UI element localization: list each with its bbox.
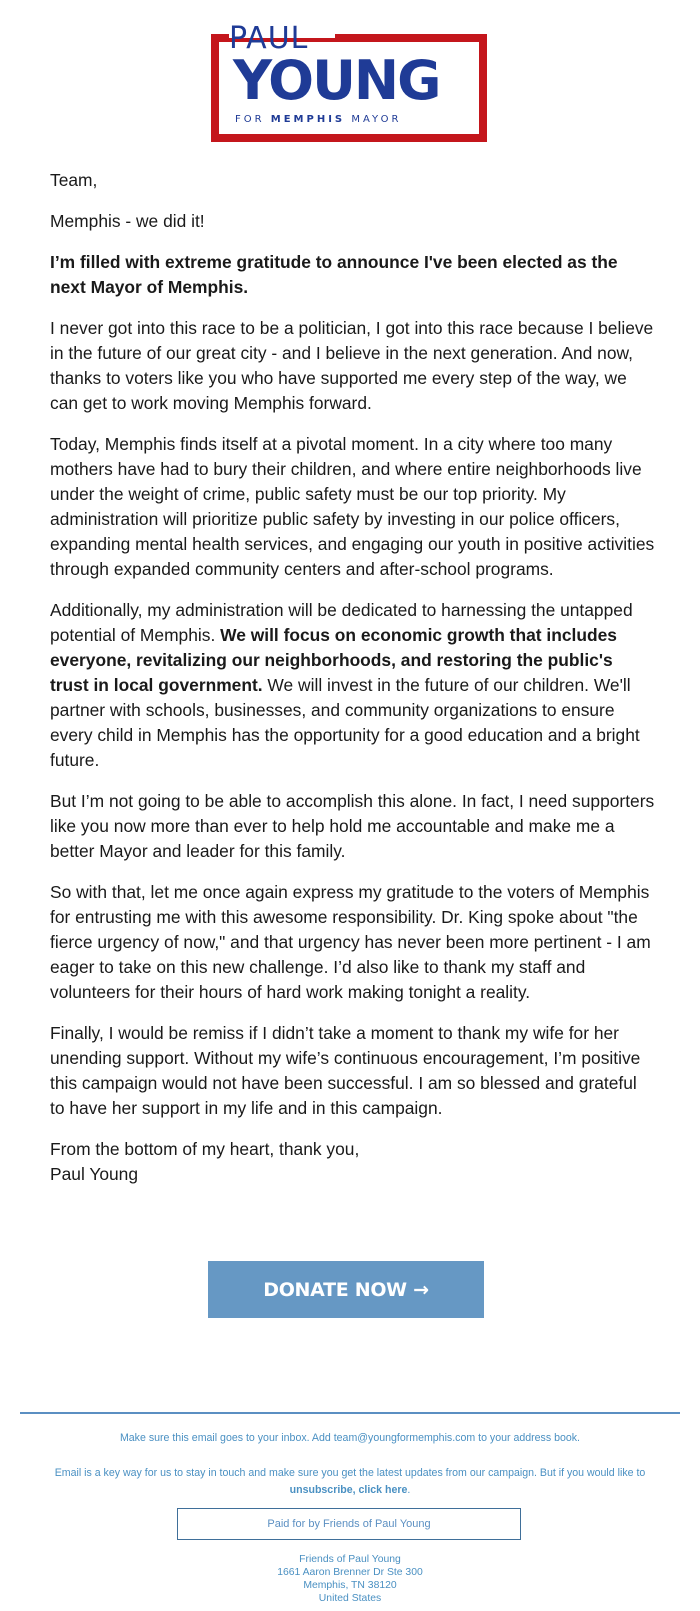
sign-off xyxy=(50,1137,655,1187)
paragraph-7: So with that, let me once again express my gratitude to the voters of Memphis for entrusting me with this awesome responsibility. Dr. King spoke about "the fierce urgency of now," and that urgency has never been more pertinent - I am eager to take on this new challenge. I’d also like to thank my staff and volunteers for their hours of hard work making tonight a reality. xyxy=(50,882,651,1002)
paragraph-8: Finally, I would be remiss if I didn’t take a moment to thank my wife for her unending support. Without my wife’s continuous encouragement, I’m positive this campaign would not have been successful. I am so blessed and grateful to have her support in my life and in this campaign. xyxy=(50,1023,641,1118)
closing-line: From the bottom of my heart, thank you, xyxy=(50,1139,360,1159)
logo-tagline-suffix: MAYOR xyxy=(351,114,402,125)
address-country: United States xyxy=(318,1593,382,1604)
address-street: 1661 Aaron Brenner Dr Ste 300 xyxy=(277,1567,423,1578)
paragraph-5-end: We will invest in the future of our children. We'll partner with schools, businesses, and community organizations to ensure every child in Memphis has the opportunity for a good education and a bright future. xyxy=(50,675,640,770)
paragraph-5-start: Additionally, my administration will be dedicated to harnessing the untapped potential of Memphis. xyxy=(50,600,633,645)
paragraph-2: I’m filled with extreme gratitude to announce I've been elected as the next Mayor of Memphis. xyxy=(50,252,618,297)
paragraph-1: Memphis - we did it! xyxy=(50,211,205,231)
donate-now-button[interactable]: DONATE NOW → xyxy=(208,1261,484,1318)
logo-last-name: YOUNG xyxy=(233,49,440,112)
email-note: Email is a key way for us to stay in touch and make sure you get the latest updates from our campaign. But if you would like to xyxy=(54,1467,646,1479)
paragraph-6: But I’m not going to be able to accomplish this alone. In fact, I need supporters like you now more than ever to help hold me accountable and make me a better Mayor and leader for this family. xyxy=(50,791,655,861)
address-city: Memphis, TN 38120 xyxy=(303,1580,397,1591)
inbox-note: Make sure this email goes to your inbox. Add team@youngformemphis.com to your address book. xyxy=(119,1432,581,1444)
greeting: Team, xyxy=(50,170,98,190)
logo-tagline-prefix: FOR xyxy=(235,114,265,125)
paragraph-5-bold: We will focus on economic growth that includes everyone, revitalizing our neighborhoods, and restoring the public's trust in local government. xyxy=(50,625,617,695)
unsubscribe-link[interactable]: unsubscribe, click here xyxy=(289,1484,408,1496)
campaign-logo xyxy=(211,21,487,142)
address-org: Friends of Paul Young xyxy=(299,1554,401,1565)
paragraph-5 xyxy=(50,598,655,773)
signature: Paul Young xyxy=(50,1164,139,1184)
paragraph-4: Today, Memphis finds itself at a pivotal moment. In a city where too many mothers have had to bury their children, and where entire neighborhoods live under the weight of crime, public safety must be our top priority. My administration will prioritize public safety by investing in our police officers, expanding mental health services, and engaging our youth in positive activities through expanded community centers and after-school programs. xyxy=(50,434,655,579)
logo-first-name: PAUL xyxy=(229,21,309,56)
unsubscribe-line xyxy=(0,1482,700,1498)
letter-body xyxy=(50,168,655,1203)
paragraph-3: I never got into this race to be a politician, I got into this race because I believe in the future of our great city - and I believe in the next generation. And now, thanks to voters like you who have supported me every step of the way, we can get to work moving Memphis forward. xyxy=(50,318,654,413)
mailing-address xyxy=(0,1553,700,1605)
logo-tagline-city: MEMPHIS xyxy=(270,114,346,125)
logo-tagline xyxy=(235,114,401,125)
unsubscribe-period: . xyxy=(407,1484,411,1496)
footer-divider xyxy=(20,1412,680,1414)
paid-for-disclaimer: Paid for by Friends of Paul Young xyxy=(177,1508,521,1540)
